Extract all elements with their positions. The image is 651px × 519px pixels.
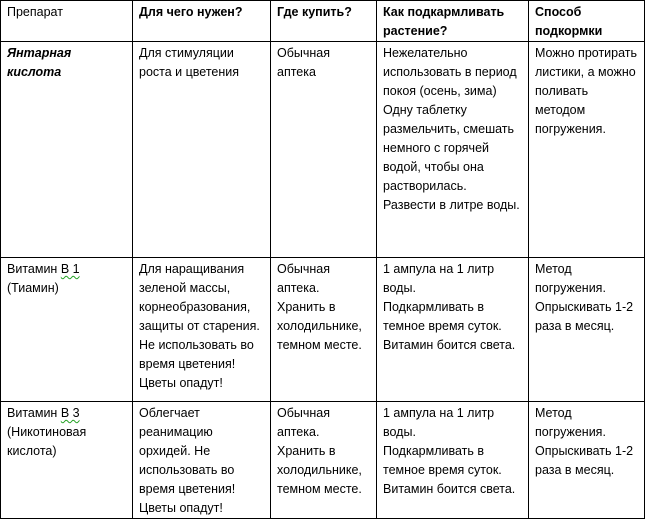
how-line: Подкармливать в темное время суток. bbox=[383, 444, 502, 477]
cell-drug bbox=[1, 402, 133, 519]
header-where: Где купить? bbox=[271, 1, 377, 42]
how-line: Витамин боится света. bbox=[383, 338, 516, 352]
drug-name: Витамин bbox=[7, 406, 58, 420]
how-line: 1 ампула на 1 литр воды. bbox=[383, 406, 495, 439]
how-line: Одну таблетку размельчить, смешать немного с горячей водой, чтобы она растворилась. bbox=[383, 103, 515, 193]
how-line: 1 ампула на 1 литр воды. bbox=[383, 262, 495, 295]
cell-purpose: Облегчает реанимацию орхидей. Не использовать во время цветения! Цветы опадут! bbox=[133, 402, 271, 519]
drug-subtitle: (Никотиновая кислота) bbox=[7, 425, 87, 458]
drug-name: Витамин bbox=[7, 262, 58, 276]
cell-method: Можно протирать листики, а можно поливать методом погружения. bbox=[529, 42, 645, 258]
drug-code: В 3 bbox=[60, 406, 80, 420]
method-line: Метод погружения. bbox=[535, 262, 606, 295]
cell-where: Обычная аптека bbox=[271, 42, 377, 258]
cell-where: Обычная аптека. Хранить в холодильнике, темном месте. bbox=[271, 258, 377, 402]
method-line: Опрыскивать 1-2 раза в месяц. bbox=[535, 300, 634, 333]
method-line: Опрыскивать 1-2 раза в месяц. bbox=[535, 444, 634, 477]
table-header-row bbox=[1, 1, 645, 42]
table-row bbox=[1, 42, 645, 258]
cell-where: Обычная аптека. Хранить в холодильнике, темном месте. bbox=[271, 402, 377, 519]
header-method: Способ подкормки bbox=[529, 1, 645, 42]
drug-name: Янтарная кислота bbox=[7, 46, 72, 79]
method-line: Метод погружения. bbox=[535, 406, 606, 439]
how-line: Нежелательно использовать в период покоя (осень, зима) bbox=[383, 46, 517, 98]
cell-how bbox=[377, 42, 529, 258]
cell-purpose: Для наращивания зеленой массы, корнеобразования, защиты от старения. Не использовать во время цветения! Цветы опадут! bbox=[133, 258, 271, 402]
table-row bbox=[1, 258, 645, 402]
table-row bbox=[1, 402, 645, 519]
cell-method bbox=[529, 258, 645, 402]
how-line: Развести в литре воды. bbox=[383, 198, 520, 212]
cell-how bbox=[377, 402, 529, 519]
header-purpose: Для чего нужен? bbox=[133, 1, 271, 42]
how-line: Подкармливать в темное время суток. bbox=[383, 300, 502, 333]
header-how: Как подкармливать растение? bbox=[377, 1, 529, 42]
cell-purpose: Для стимуляции роста и цветения bbox=[133, 42, 271, 258]
cell-drug bbox=[1, 258, 133, 402]
cell-how bbox=[377, 258, 529, 402]
drug-code: В 1 bbox=[60, 262, 80, 276]
drug-subtitle: (Тиамин) bbox=[7, 281, 59, 295]
header-drug: Препарат bbox=[1, 1, 133, 42]
how-line: Витамин боится света. bbox=[383, 482, 516, 496]
cell-method bbox=[529, 402, 645, 519]
cell-drug bbox=[1, 42, 133, 258]
